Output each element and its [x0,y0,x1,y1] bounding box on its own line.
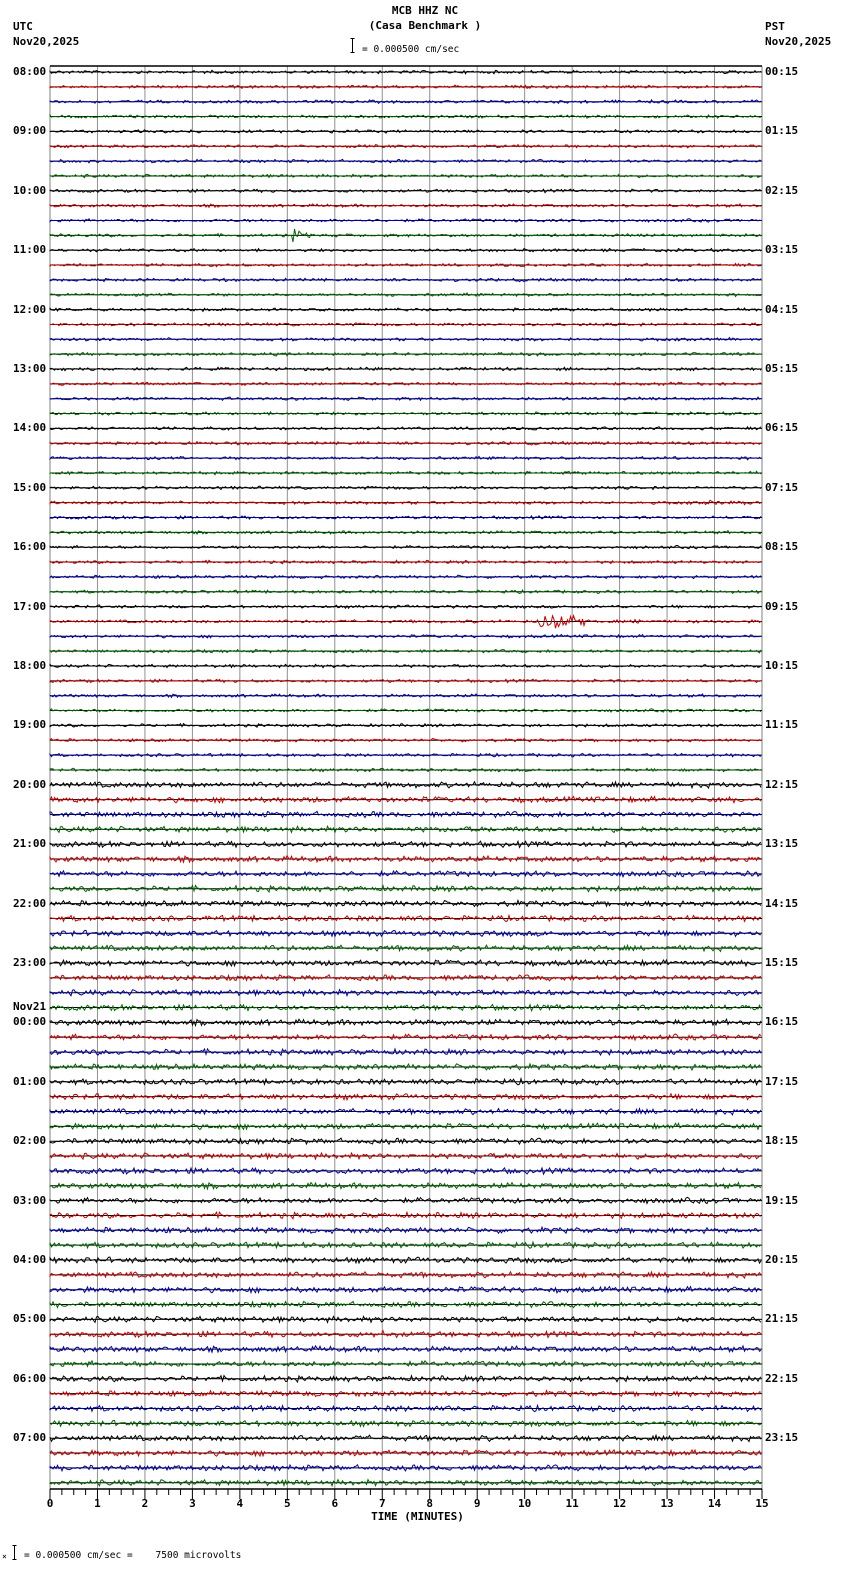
utc-time-label: 16:00 [13,540,47,554]
pst-time-label: 23:15 [765,1431,799,1445]
pst-time-label: 02:15 [765,183,799,197]
x-tick-label: 13 [660,1497,674,1510]
x-tick-label: 3 [189,1497,196,1510]
x-tick-label: 4 [236,1497,244,1510]
utc-time-label: 09:00 [13,124,47,138]
utc-time-label: 06:00 [13,1371,47,1385]
seismic-trace [50,1109,761,1115]
pst-time-label: 06:15 [765,421,799,435]
utc-time-label: 20:00 [13,777,47,791]
pst-time-label: 16:15 [765,1015,799,1029]
x-tick-label: 1 [94,1497,101,1510]
x-tick-label: 5 [284,1497,291,1510]
pst-time-label: 13:15 [765,837,799,851]
utc-time-label: 03:00 [13,1193,47,1207]
x-tick-label: 14 [707,1497,722,1510]
pst-time-label: 17:15 [765,1074,799,1088]
utc-time-label: 00:00 [13,1015,47,1029]
utc-time-label: 15:00 [13,480,47,494]
pst-time-label: 01:15 [765,124,799,138]
pst-time-label: 22:15 [765,1371,799,1385]
pst-time-label: 20:15 [765,1253,799,1266]
utc-time-label: 13:00 [13,362,47,375]
utc-time-label: 10:00 [13,183,47,197]
footer-prefix-icon: × [2,1552,7,1561]
header-scale-text: = 0.000500 cm/sec [362,44,460,55]
right-timezone: PST [765,20,785,33]
pst-time-label: 10:15 [765,659,799,672]
utc-time-label: 07:00 [13,1431,47,1445]
pst-time-label: 11:15 [765,718,799,732]
utc-time-label: 12:00 [13,302,47,316]
x-tick-label: 15 [755,1497,769,1510]
station-site: (Casa Benchmark ) [368,19,482,32]
x-tick-label: 11 [565,1497,579,1510]
pst-time-label: 00:15 [765,65,799,78]
x-tick-label: 6 [331,1497,339,1510]
pst-time-label: 05:15 [765,362,799,375]
left-timezone: UTC [13,20,33,33]
seismic-trace [50,1138,761,1144]
utc-time-label: 08:00 [13,65,47,78]
footer-scale-text: = 0.000500 cm/sec = 7500 microvolts [24,1550,242,1561]
x-tick-label: 9 [473,1497,481,1510]
pst-time-label: 04:15 [765,302,799,316]
utc-time-label: 18:00 [13,659,47,672]
x-tick-label: 7 [378,1497,386,1510]
pst-time-label: 09:15 [765,599,799,613]
x-tick-label: 8 [426,1497,434,1510]
pst-time-label: 14:15 [765,896,799,910]
right-date: Nov20,2025 [765,35,832,48]
left-date: Nov20,2025 [13,35,80,48]
utc-time-label: 19:00 [13,718,47,732]
utc-time-label: 02:00 [13,1134,47,1148]
utc-time-label: 21:00 [13,837,47,851]
utc-time-label: 14:00 [13,421,47,435]
pst-time-label: 18:15 [765,1134,799,1148]
pst-time-label: 03:15 [765,243,799,257]
utc-time-label: 01:00 [13,1074,47,1088]
pst-time-label: 07:15 [765,480,799,494]
x-tick-label: 10 [518,1497,532,1510]
pst-time-label: 08:15 [765,540,799,554]
seismic-trace [50,1361,761,1367]
utc-time-label: 23:00 [13,956,47,969]
pst-time-label: 12:15 [765,777,799,791]
pst-time-label: 15:15 [765,956,799,969]
station-title: MCB HHZ NC [391,4,459,17]
pst-time-label: 19:15 [765,1193,799,1207]
x-axis-label: TIME (MINUTES) [371,1510,464,1523]
seismic-trace [50,323,761,326]
utc-time-label: 05:00 [13,1312,47,1326]
utc-time-label: 17:00 [13,599,47,613]
x-tick-label: 2 [141,1497,149,1510]
footer-scale-bar-icon [12,1545,17,1560]
pst-time-label: 21:15 [765,1312,799,1326]
utc-date-label: Nov21 [13,1000,47,1014]
utc-time-label: 11:00 [13,243,47,257]
utc-time-label: 22:00 [13,896,47,910]
seismic-trace [50,85,761,88]
utc-time-label: 04:00 [13,1253,47,1266]
seismic-trace [50,412,761,415]
x-tick-label: 0 [46,1497,54,1510]
x-tick-label: 12 [612,1497,627,1510]
